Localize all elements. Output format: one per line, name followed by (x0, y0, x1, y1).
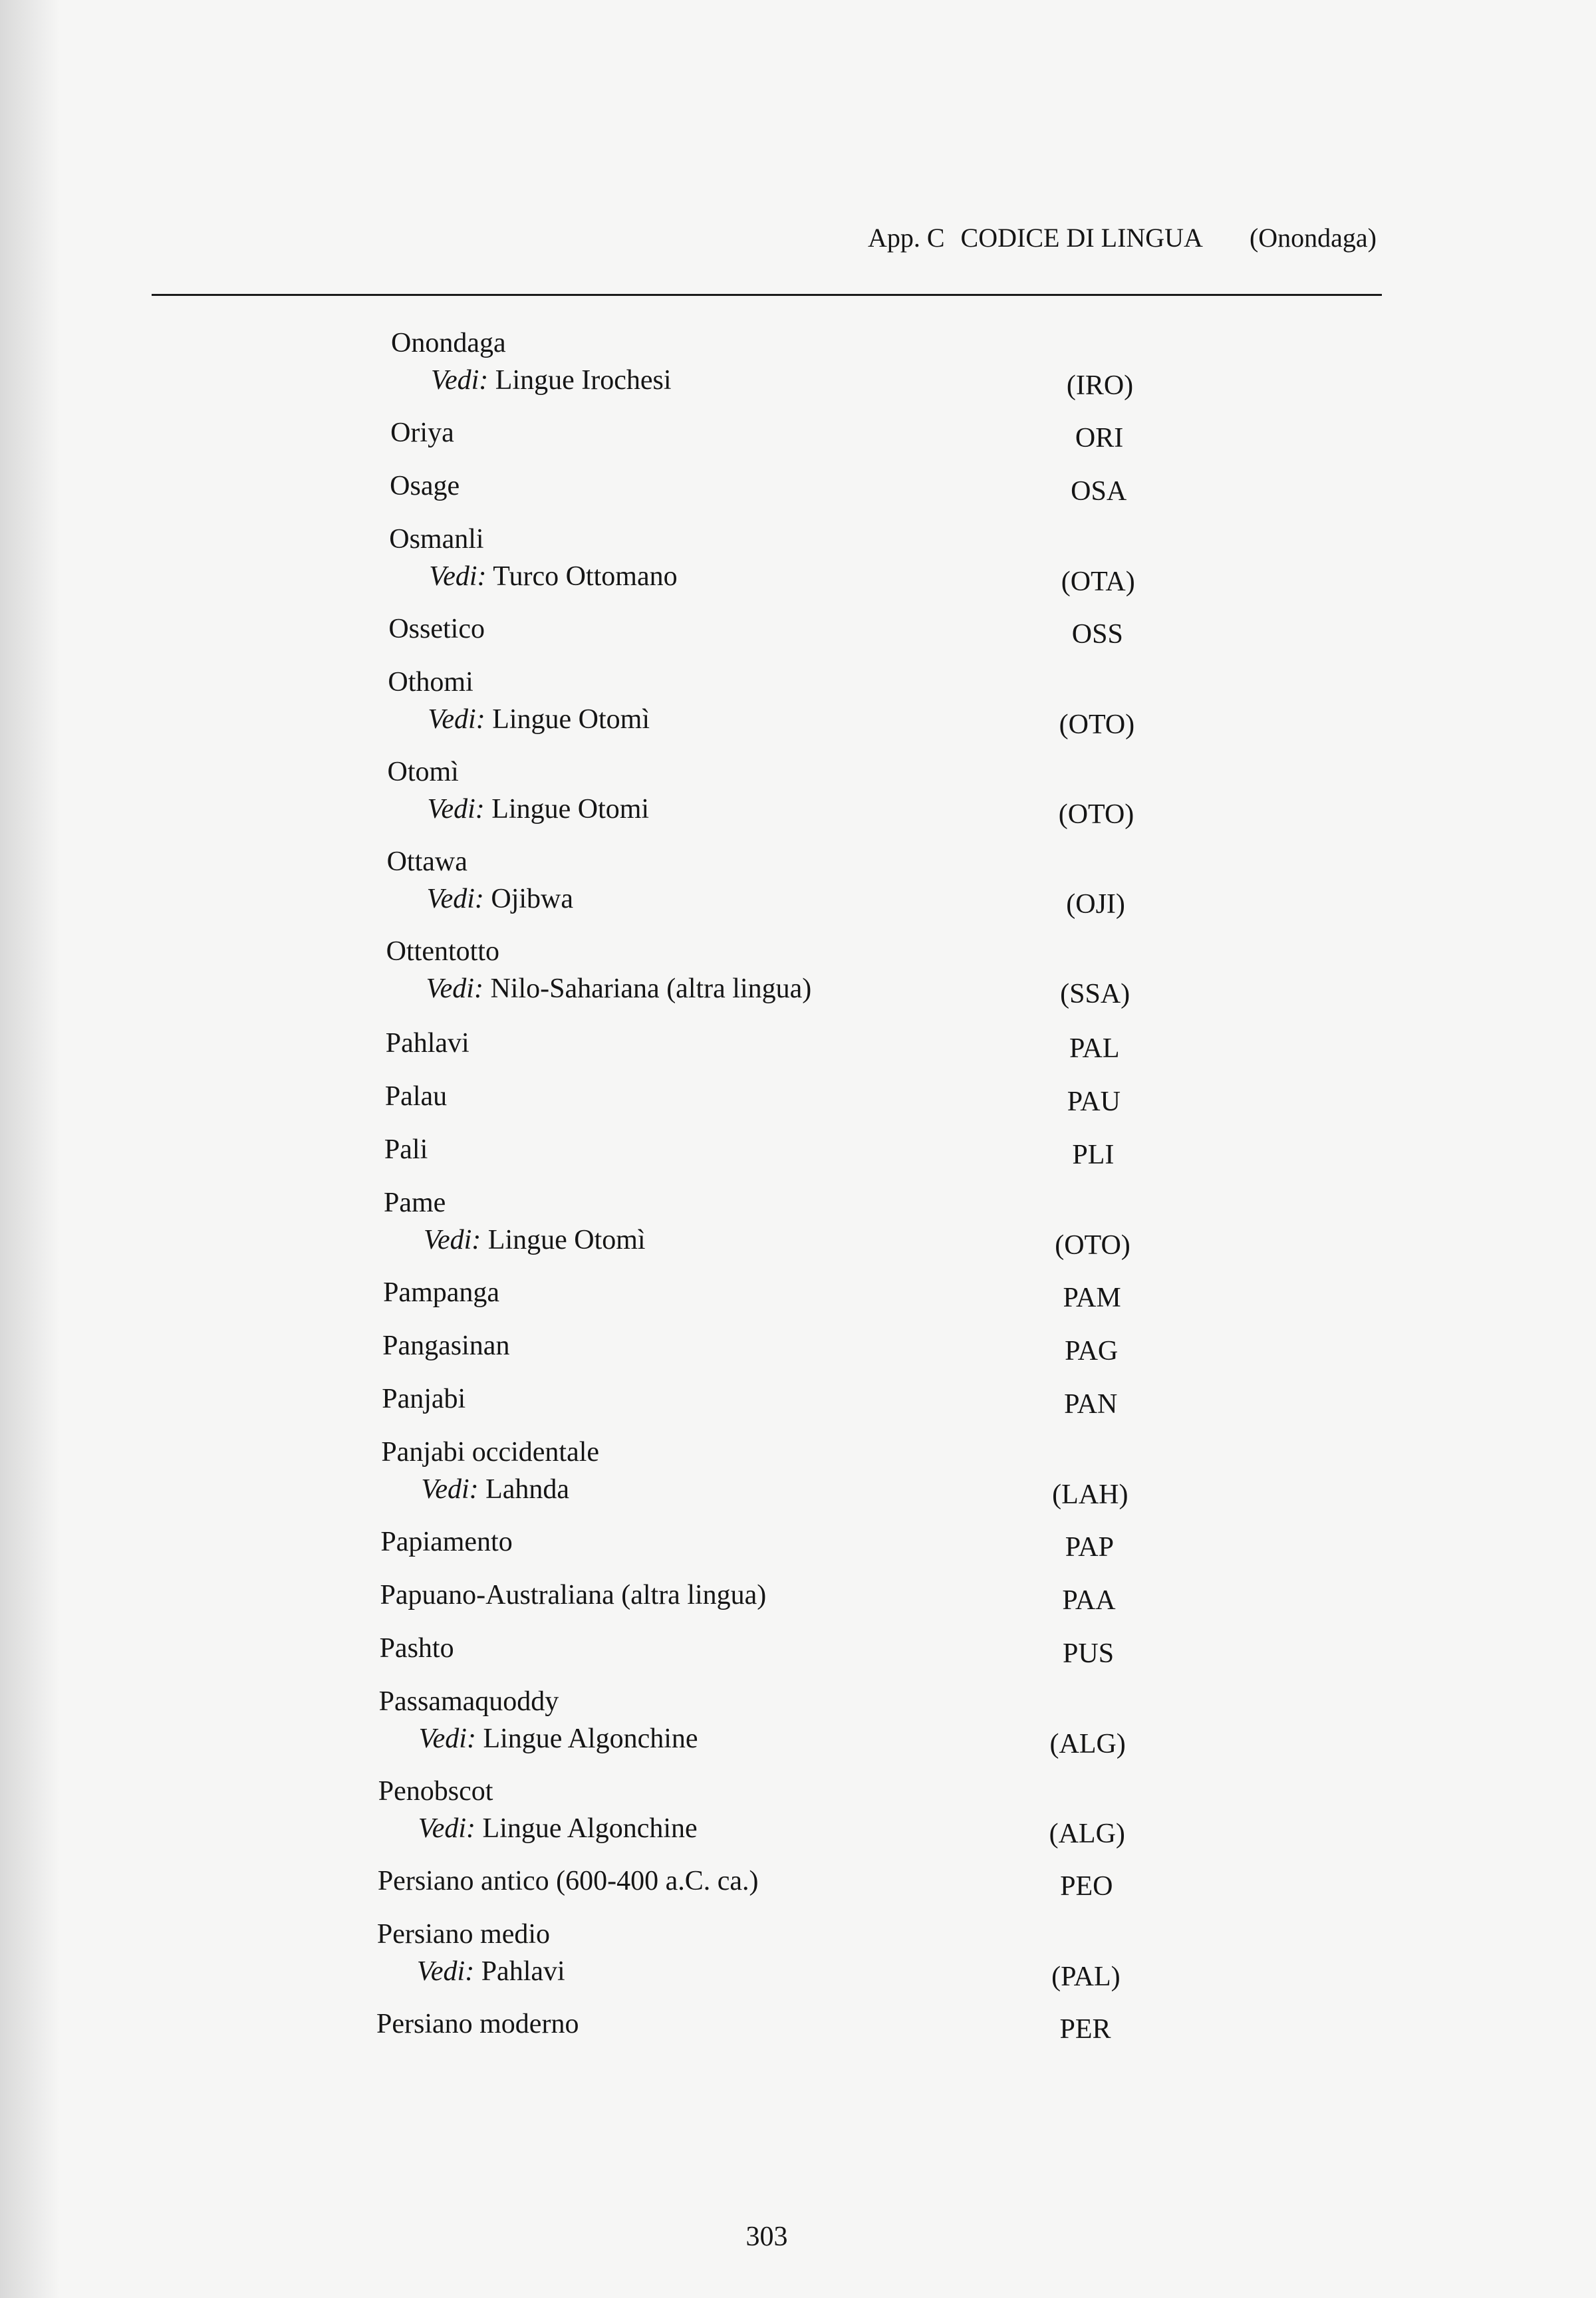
language-code: (LAH) (1052, 1479, 1129, 1510)
entry-name: Osmanli (389, 524, 484, 555)
language-code: PAA (1062, 1585, 1116, 1616)
see-label: Vedi: (421, 1474, 479, 1505)
language-code: PER (1059, 2014, 1111, 2045)
language-code: PAM (1063, 1283, 1121, 1313)
entry-cross-reference (429, 563, 677, 590)
see-target: Lingue Otomi (491, 794, 650, 825)
language-code: OSA (1071, 476, 1127, 507)
running-head-title: CODICE DI LINGUA (960, 223, 1203, 253)
language-code: ORI (1075, 423, 1124, 453)
entry-cross-reference (419, 1725, 698, 1753)
running-head-section: App. C (867, 223, 945, 253)
entry-name: Ottentotto (386, 936, 499, 967)
entry-cross-reference (426, 975, 812, 1003)
language-code: (PAL) (1051, 1962, 1121, 1992)
entry-name: Pashto (379, 1633, 454, 1664)
language-code: PUS (1063, 1638, 1115, 1669)
language-code: (OTO) (1059, 709, 1135, 740)
language-code: (OTA) (1061, 567, 1135, 597)
see-label: Vedi: (426, 884, 484, 914)
entry-cross-reference (424, 1226, 646, 1254)
entry-name: Othomi (388, 667, 473, 698)
language-code: PLI (1072, 1140, 1115, 1170)
language-code: PEO (1060, 1871, 1113, 1902)
entry-name: Penobscot (378, 1776, 493, 1807)
entry-name: Persiano antico (600-400 a.C. ca.) (377, 1866, 759, 1896)
entry-cross-reference (417, 1958, 565, 1985)
entry-name: Ossetico (388, 614, 485, 644)
language-code: PAU (1067, 1086, 1121, 1117)
entry-name: Papuano-Australiana (altra lingua) (380, 1580, 767, 1610)
language-code: PAG (1065, 1336, 1119, 1366)
entry-cross-reference (428, 705, 650, 733)
entry-name: Pangasinan (382, 1331, 510, 1361)
see-label: Vedi: (418, 1813, 476, 1844)
see-label: Vedi: (416, 1956, 475, 1987)
entry-name: Oriya (390, 418, 454, 448)
entry-name: Pahlavi (385, 1028, 469, 1059)
entry-name: Panjabi occidentale (381, 1437, 600, 1468)
entry-name: Papiamento (380, 1527, 513, 1557)
language-code: (ALG) (1049, 1729, 1126, 1759)
see-target: Lingue Algonchine (483, 1724, 698, 1754)
entry-name: Pali (384, 1134, 428, 1165)
see-label: Vedi: (428, 704, 485, 735)
entry-name: Palau (384, 1081, 448, 1112)
see-label: Vedi: (431, 365, 489, 396)
entry-cross-reference (427, 885, 573, 913)
entry-cross-reference (428, 795, 650, 823)
language-code: PAN (1064, 1389, 1118, 1420)
language-code: (ALG) (1049, 1819, 1125, 1849)
language-code: (OTO) (1055, 1230, 1130, 1261)
entry-cross-reference (418, 1815, 698, 1843)
page-number: 303 (745, 2222, 788, 2252)
entry-name: Panjabi (382, 1384, 466, 1414)
entry-name: Passamaquoddy (378, 1686, 559, 1717)
see-target: Lingue Otomì (487, 1225, 646, 1255)
see-target: Lingue Irochesi (495, 365, 672, 396)
entry-name: Otomì (387, 757, 459, 787)
entry-name: Pampanga (383, 1277, 500, 1308)
entry-name: Onondaga (391, 328, 506, 358)
entry-name: Persiano moderno (376, 2009, 579, 2039)
entry-name: Osage (390, 471, 460, 501)
see-target: Lingue Algonchine (482, 1813, 698, 1844)
see-label: Vedi: (426, 973, 483, 1004)
entry-name: Pame (384, 1188, 446, 1218)
entry-cross-reference (421, 1475, 569, 1503)
language-code: (OJI) (1066, 889, 1125, 920)
language-code: PAL (1069, 1033, 1120, 1064)
entry-name: Persiano medio (376, 1919, 551, 1950)
see-target: Ojibwa (491, 884, 574, 914)
see-label: Vedi: (424, 1225, 481, 1255)
see-target: Turco Ottomano (493, 561, 678, 592)
language-code: PAP (1065, 1532, 1114, 1563)
see-target: Lingue Otomì (492, 704, 650, 735)
language-code: (OTO) (1058, 799, 1134, 830)
see-label: Vedi: (427, 794, 485, 825)
see-target: Pahlavi (481, 1956, 565, 1987)
language-code: (SSA) (1060, 979, 1130, 1009)
see-label: Vedi: (418, 1724, 476, 1754)
language-code: (IRO) (1066, 370, 1134, 401)
entry-name: Ottawa (386, 846, 467, 877)
see-label: Vedi: (429, 561, 487, 592)
entry-cross-reference (431, 366, 672, 394)
see-target: Nilo-Sahariana (altra lingua) (490, 973, 812, 1004)
running-head-guide-word: (Onondaga) (1249, 223, 1377, 253)
language-code: OSS (1071, 619, 1123, 650)
see-target: Lahnda (485, 1474, 570, 1505)
